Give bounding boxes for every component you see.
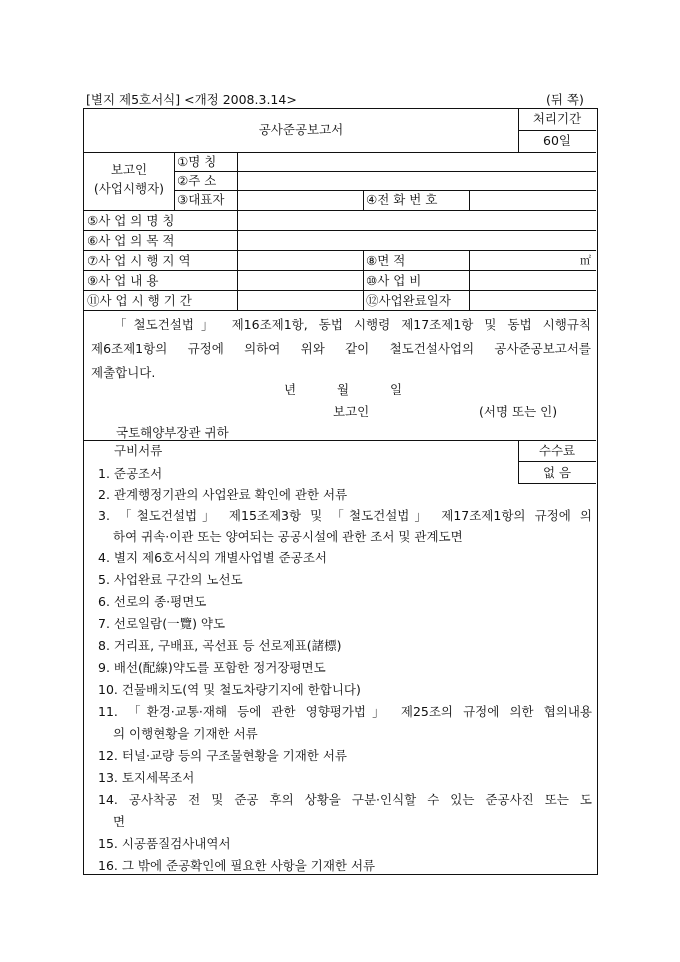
- project-area-label: ⑦사 업 시 행 지 역: [87, 253, 191, 268]
- page-side-label: (뒤 쪽): [546, 92, 584, 107]
- divider: [363, 250, 364, 310]
- document-item: 2. 관계행정기관의 사업완료 확인에 관한 서류: [98, 487, 348, 502]
- divider: [469, 190, 470, 210]
- project-purpose-label: ⑥사 업 의 목 적: [87, 233, 175, 248]
- processing-period-label: 처리기간: [532, 111, 582, 126]
- statement-line: 제6조제1항의 규정에 의하여 위와 같이 철도건설사업의 공사준공보고서를: [91, 341, 591, 356]
- document-item: 1. 준공조서: [98, 466, 163, 481]
- reporter-representative-label: ③대표자: [177, 192, 225, 207]
- reporter-address-label: ②주 소: [177, 173, 217, 188]
- statement-line: 「철도건설법」 제16조제1항, 동법 시행령 제17조제1항 및 동법 시행규칙: [114, 317, 591, 332]
- document-item: 12. 터널·교량 등의 구조물현황을 기재한 서류: [98, 748, 347, 763]
- document-item: 14. 공사착공 전 및 준공 후의 상황을 구분·인식할 수 있는 준공사진 또는 도: [98, 792, 592, 807]
- divider: [84, 152, 596, 153]
- form-title: 공사준공보고서: [258, 122, 344, 137]
- area-unit: ㎡: [580, 254, 591, 267]
- document-item: 의 이행현황을 기재한 서류: [113, 726, 258, 741]
- divider: [84, 230, 596, 231]
- document-item: 하여 귀속·이관 또는 양여되는 공공시설에 관한 조서 및 관계도면: [113, 529, 463, 544]
- divider: [469, 250, 470, 310]
- document-item: 5. 사업완료 구간의 노선도: [98, 572, 243, 587]
- divider: [84, 290, 596, 291]
- document-item: 3. 「철도건설법」 제15조제3항 및 「철도건설법」 제17조제1항의 규정에 의: [98, 508, 592, 523]
- statement-line: 제출합니다.: [91, 365, 156, 380]
- document-item: 10. 건물배치도(역 및 철도차량기지에 한합니다): [98, 682, 361, 697]
- reporter-name-label: ①명 칭: [177, 154, 217, 169]
- form-number-label: [별지 제5호서식] <개정 2008.3.14>: [86, 92, 297, 107]
- document-item: 면: [113, 814, 126, 829]
- area-label: ⑧면 적: [366, 253, 406, 268]
- document-item: 7. 선로일람(一覽) 약도: [98, 616, 226, 631]
- date-year-label: 년: [284, 382, 297, 397]
- document-item: 4. 별지 제6호서식의 개별사업별 준공조서: [98, 550, 327, 565]
- divider: [84, 270, 596, 271]
- divider: [518, 461, 596, 462]
- fee-label: 수수료: [538, 443, 576, 458]
- document-item: 13. 토지세목조서: [98, 770, 195, 785]
- date-day-label: 일: [390, 382, 403, 397]
- divider: [84, 310, 596, 311]
- divider: [84, 440, 596, 441]
- divider: [363, 190, 364, 210]
- divider: [84, 210, 596, 211]
- addressee: 국토해양부장관 귀하: [116, 425, 229, 440]
- divider: [84, 250, 596, 251]
- project-name-label: ⑤사 업 의 명 칭: [87, 213, 175, 228]
- divider: [237, 210, 238, 310]
- document-item: 6. 선로의 종·평면도: [98, 594, 207, 609]
- fee-value: 없 음: [542, 465, 572, 480]
- project-period-label: ⑪사 업 시 행 기 간: [87, 293, 192, 308]
- document-item: 8. 거리표, 구배표, 곡선표 등 선로제표(諸標): [98, 638, 342, 653]
- signature-label: (서명 또는 인): [479, 404, 558, 419]
- project-cost-label: ⑩사 업 비: [366, 273, 422, 288]
- reporter-label: 보고인: [110, 162, 148, 177]
- report-form: [83, 108, 598, 875]
- document-item: 11. 「환경·교통·재해 등에 관한 영향평가법」 제25조의 규정에 의한 협의내용: [98, 704, 592, 719]
- document-item: 9. 배선(配線)약도를 포함한 정거장평면도: [98, 660, 326, 675]
- completion-date-label: ⑫사업완료일자: [366, 293, 451, 308]
- divider: [237, 152, 238, 210]
- divider: [518, 130, 596, 131]
- processing-period-value: 60일: [543, 133, 571, 148]
- reporter-sublabel: (사업시행자): [93, 181, 165, 196]
- documents-title: 구비서류: [114, 443, 163, 458]
- reporter-phone-label: ④전 화 번 호: [366, 192, 438, 207]
- date-month-label: 월: [337, 382, 350, 397]
- project-content-label: ⑨사 업 내 용: [87, 273, 159, 288]
- document-item: 15. 시공품질검사내역서: [98, 836, 231, 851]
- document-item: 16. 그 밖에 준공확인에 필요한 사항을 기재한 서류: [98, 858, 376, 873]
- divider: [174, 152, 175, 210]
- reporter-sign-label: 보고인: [333, 404, 370, 419]
